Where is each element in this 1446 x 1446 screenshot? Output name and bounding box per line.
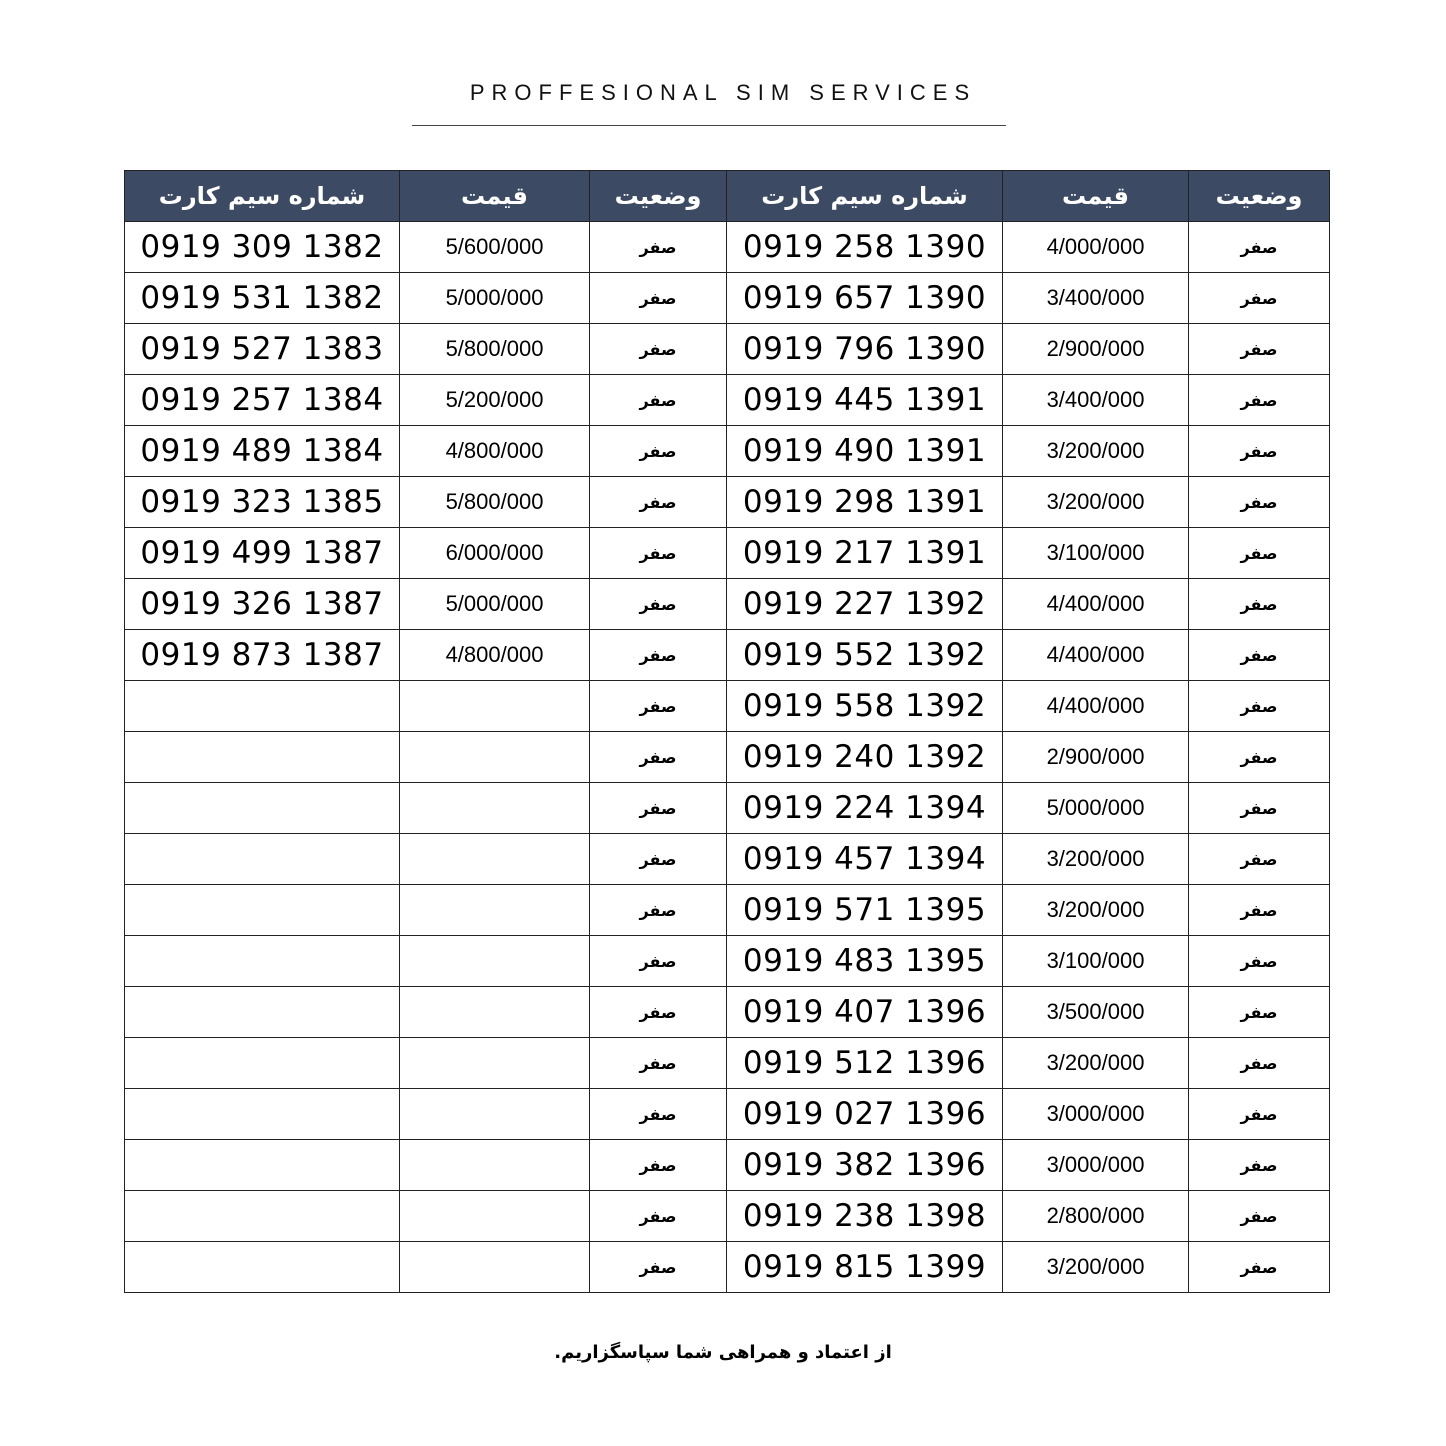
status-cell: صفر (590, 1038, 727, 1089)
sim-number-cell: 0919 224 1394 (727, 783, 1003, 834)
table-header-row (125, 171, 1330, 222)
sim-number-cell: 0919 552 1392 (727, 630, 1003, 681)
column-header-number: شماره سیم کارت (727, 171, 1003, 222)
table-row (125, 528, 1330, 579)
status-cell: صفر (1189, 273, 1330, 324)
status-cell: صفر (590, 834, 727, 885)
table-row (125, 375, 1330, 426)
sim-number-cell: 0919 240 1392 (727, 732, 1003, 783)
status-cell: صفر (1189, 783, 1330, 834)
table-row (125, 273, 1330, 324)
price-cell: 4/800/000 (400, 630, 590, 681)
status-cell: صفر (590, 477, 727, 528)
status-cell: صفر (1189, 1242, 1330, 1293)
table-row (125, 1038, 1330, 1089)
status-cell: صفر (590, 732, 727, 783)
table-row (125, 936, 1330, 987)
table-row (125, 324, 1330, 375)
sim-number-cell (125, 1191, 400, 1242)
sim-number-cell (125, 783, 400, 834)
status-cell: صفر (1189, 936, 1330, 987)
price-cell: 5/800/000 (400, 324, 590, 375)
price-cell: 5/800/000 (400, 477, 590, 528)
table-row (125, 1140, 1330, 1191)
status-cell: صفر (1189, 528, 1330, 579)
price-cell: 3/400/000 (1003, 375, 1189, 426)
sim-number-cell: 0919 815 1399 (727, 1242, 1003, 1293)
status-cell: صفر (590, 987, 727, 1038)
brand-title: PROFFESIONAL SIM SERVICES (469, 80, 977, 105)
status-cell: صفر (590, 1191, 727, 1242)
status-cell: صفر (590, 1089, 727, 1140)
table-body (125, 222, 1330, 1293)
price-cell: 5/000/000 (400, 579, 590, 630)
table-row (125, 477, 1330, 528)
price-cell: 6/000/000 (400, 528, 590, 579)
price-cell: 4/000/000 (1003, 222, 1189, 273)
price-cell: 3/000/000 (1003, 1089, 1189, 1140)
price-cell (400, 732, 590, 783)
status-cell: صفر (1189, 324, 1330, 375)
price-cell (400, 1140, 590, 1191)
status-cell: صفر (1189, 732, 1330, 783)
status-cell: صفر (1189, 885, 1330, 936)
sim-number-cell (125, 681, 400, 732)
status-cell: صفر (590, 579, 727, 630)
status-cell: صفر (590, 681, 727, 732)
sim-number-cell: 0919 258 1390 (727, 222, 1003, 273)
sim-number-cell (125, 885, 400, 936)
sim-number-cell: 0919 309 1382 (125, 222, 400, 273)
price-cell (400, 1191, 590, 1242)
price-cell: 3/200/000 (1003, 1038, 1189, 1089)
price-cell (400, 1242, 590, 1293)
sim-number-cell: 0919 457 1394 (727, 834, 1003, 885)
sim-number-cell: 0919 571 1395 (727, 885, 1003, 936)
status-cell: صفر (590, 1140, 727, 1191)
status-cell: صفر (1189, 1089, 1330, 1140)
price-cell (400, 783, 590, 834)
price-cell: 2/900/000 (1003, 324, 1189, 375)
price-cell: 5/600/000 (400, 222, 590, 273)
sim-number-cell: 0919 326 1387 (125, 579, 400, 630)
price-cell: 3/100/000 (1003, 528, 1189, 579)
price-cell: 5/000/000 (400, 273, 590, 324)
price-cell: 4/400/000 (1003, 579, 1189, 630)
status-cell: صفر (1189, 426, 1330, 477)
sim-price-table (124, 170, 1330, 1293)
price-cell: 3/000/000 (1003, 1140, 1189, 1191)
status-cell: صفر (590, 885, 727, 936)
status-cell: صفر (590, 630, 727, 681)
thank-you-note: از اعتماد و همراهی شما سپاسگزاریم. (554, 1342, 892, 1363)
column-header-status: وضعیت (1189, 171, 1330, 222)
price-cell: 4/400/000 (1003, 630, 1189, 681)
sim-number-cell: 0919 796 1390 (727, 324, 1003, 375)
price-cell (400, 834, 590, 885)
sim-number-cell: 0919 238 1398 (727, 1191, 1003, 1242)
price-cell: 3/200/000 (1003, 834, 1189, 885)
table-row (125, 783, 1330, 834)
price-cell (400, 987, 590, 1038)
sim-number-cell: 0919 512 1396 (727, 1038, 1003, 1089)
table-row (125, 222, 1330, 273)
status-cell: صفر (1189, 987, 1330, 1038)
status-cell: صفر (590, 273, 727, 324)
price-cell: 3/200/000 (1003, 1242, 1189, 1293)
price-cell: 4/400/000 (1003, 681, 1189, 732)
status-cell: صفر (1189, 834, 1330, 885)
sim-number-cell: 0919 489 1384 (125, 426, 400, 477)
status-cell: صفر (1189, 579, 1330, 630)
price-cell: 5/200/000 (400, 375, 590, 426)
sim-number-cell: 0919 227 1392 (727, 579, 1003, 630)
status-cell: صفر (1189, 1038, 1330, 1089)
sim-number-cell (125, 936, 400, 987)
title-divider (412, 125, 1006, 126)
sim-number-cell (125, 834, 400, 885)
column-header-price: قیمت (1003, 171, 1189, 222)
sim-number-cell: 0919 407 1396 (727, 987, 1003, 1038)
column-header-status: وضعیت (590, 171, 727, 222)
price-cell (400, 1038, 590, 1089)
sim-number-cell: 0919 027 1396 (727, 1089, 1003, 1140)
price-cell: 3/200/000 (1003, 885, 1189, 936)
table-row (125, 579, 1330, 630)
price-cell: 2/800/000 (1003, 1191, 1189, 1242)
status-cell: صفر (1189, 1140, 1330, 1191)
status-cell: صفر (590, 222, 727, 273)
price-cell: 5/000/000 (1003, 783, 1189, 834)
sim-number-cell: 0919 445 1391 (727, 375, 1003, 426)
table-row (125, 681, 1330, 732)
column-header-price: قیمت (400, 171, 590, 222)
sim-number-cell: 0919 323 1385 (125, 477, 400, 528)
sim-number-cell: 0919 217 1391 (727, 528, 1003, 579)
status-cell: صفر (590, 936, 727, 987)
table-row (125, 885, 1330, 936)
status-cell: صفر (590, 1242, 727, 1293)
table-row (125, 1242, 1330, 1293)
table-row (125, 987, 1330, 1038)
price-cell (400, 885, 590, 936)
status-cell: صفر (1189, 1191, 1330, 1242)
status-cell: صفر (590, 783, 727, 834)
sim-number-cell: 0919 873 1387 (125, 630, 400, 681)
sim-number-cell: 0919 382 1396 (727, 1140, 1003, 1191)
sim-number-cell: 0919 490 1391 (727, 426, 1003, 477)
table-row (125, 732, 1330, 783)
price-cell: 3/200/000 (1003, 426, 1189, 477)
price-cell: 2/900/000 (1003, 732, 1189, 783)
status-cell: صفر (1189, 222, 1330, 273)
table-row (125, 834, 1330, 885)
sim-number-cell (125, 732, 400, 783)
sim-number-cell: 0919 531 1382 (125, 273, 400, 324)
sim-number-cell (125, 1038, 400, 1089)
status-cell: صفر (1189, 630, 1330, 681)
price-cell: 3/100/000 (1003, 936, 1189, 987)
table-row (125, 630, 1330, 681)
sim-number-cell: 0919 499 1387 (125, 528, 400, 579)
sim-number-cell (125, 1089, 400, 1140)
price-cell: 4/800/000 (400, 426, 590, 477)
status-cell: صفر (590, 426, 727, 477)
price-cell: 3/400/000 (1003, 273, 1189, 324)
sim-number-cell (125, 1242, 400, 1293)
status-cell: صفر (590, 324, 727, 375)
sim-number-cell: 0919 298 1391 (727, 477, 1003, 528)
price-cell: 3/200/000 (1003, 477, 1189, 528)
sim-number-cell (125, 987, 400, 1038)
sim-number-cell: 0919 527 1383 (125, 324, 400, 375)
price-cell (400, 936, 590, 987)
status-cell: صفر (1189, 375, 1330, 426)
column-header-number: شماره سیم کارت (125, 171, 400, 222)
table-row (125, 426, 1330, 477)
status-cell: صفر (590, 528, 727, 579)
price-cell (400, 1089, 590, 1140)
status-cell: صفر (1189, 681, 1330, 732)
table-row (125, 1191, 1330, 1242)
table-row (125, 1089, 1330, 1140)
sim-number-cell: 0919 558 1392 (727, 681, 1003, 732)
sim-number-cell: 0919 657 1390 (727, 273, 1003, 324)
status-cell: صفر (590, 375, 727, 426)
sim-number-cell: 0919 483 1395 (727, 936, 1003, 987)
sim-number-cell (125, 1140, 400, 1191)
price-cell: 3/500/000 (1003, 987, 1189, 1038)
sim-number-cell: 0919 257 1384 (125, 375, 400, 426)
status-cell: صفر (1189, 477, 1330, 528)
price-cell (400, 681, 590, 732)
